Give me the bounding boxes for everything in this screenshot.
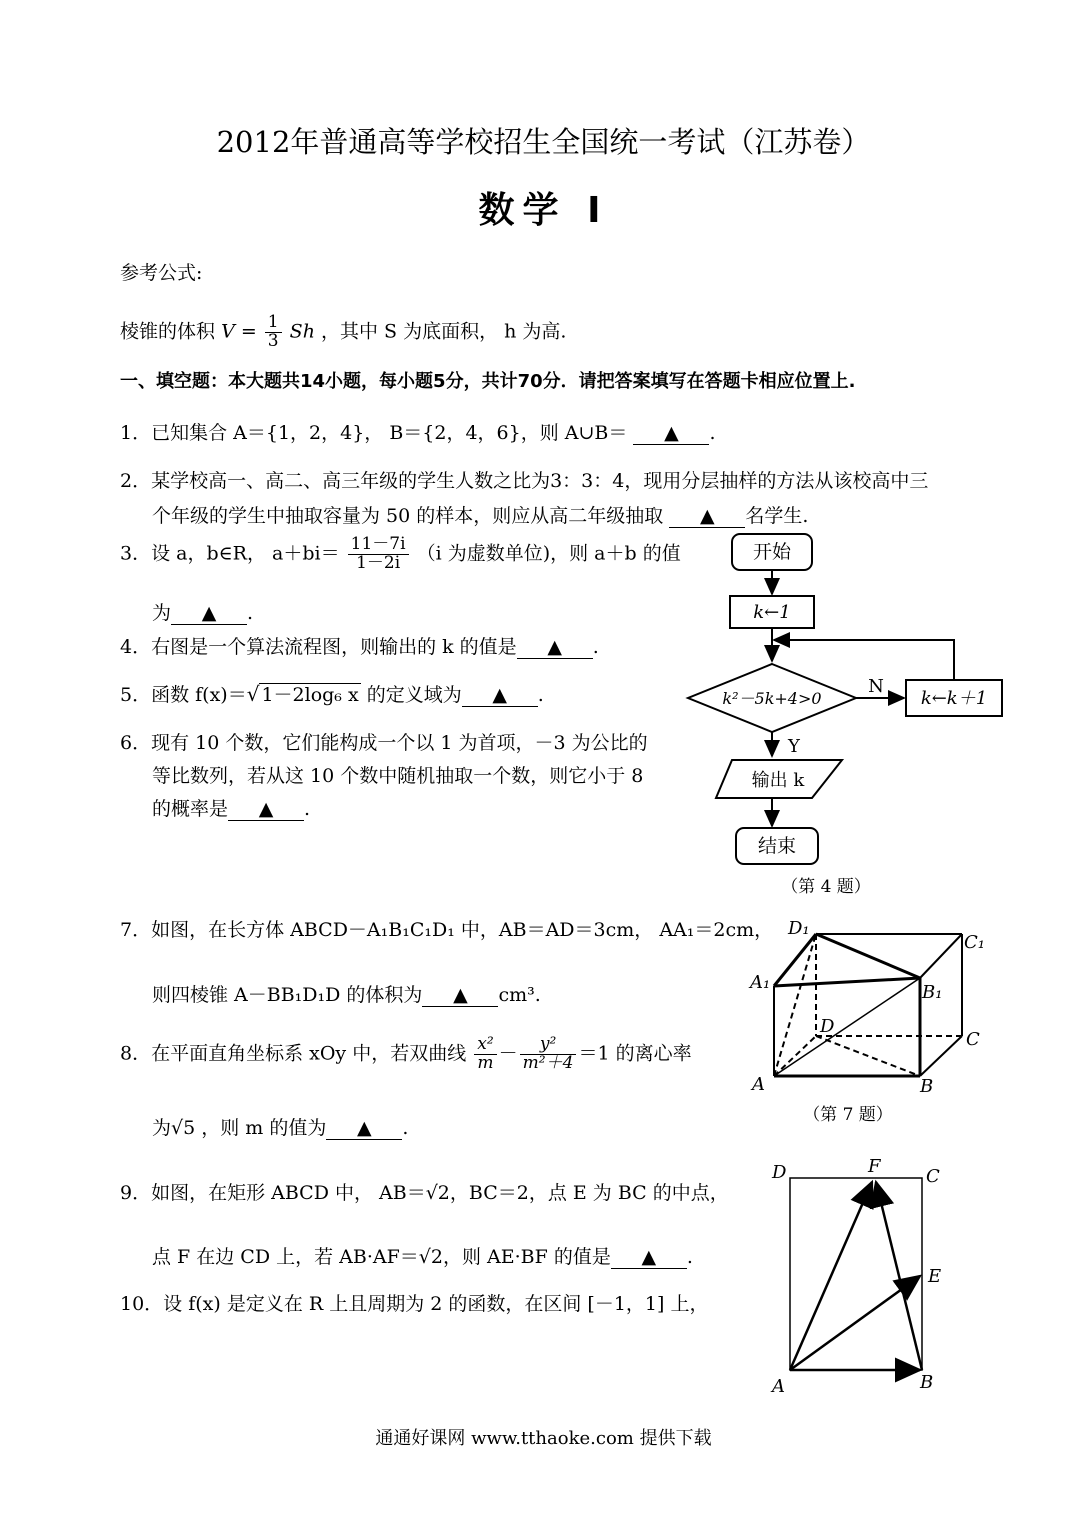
q6-line1: 6．现有 10 个数，它们能构成一个以 1 为首项，－3 为公比的: [120, 732, 648, 754]
exam-subtitle: 数学 Ⅰ: [478, 190, 609, 231]
q1-answer-blank: ▲: [633, 422, 709, 445]
q7-line2: 则四棱锥 A－BB₁D₁D 的体积为: [152, 984, 423, 1006]
flowchart-diagram: [680, 528, 1010, 900]
label-D: D: [820, 1016, 835, 1037]
q3-post: （i 为虚数单位)，则 a＋b 的值: [416, 542, 681, 565]
q7-line1: 7．如图，在长方体 ABCD－A₁B₁C₁D₁ 中，AB＝AD＝3cm， AA₁＝2cm，: [120, 919, 774, 941]
q8-den1: m: [477, 1052, 494, 1073]
q5-answer-blank: ▲: [462, 684, 538, 707]
label-B: B: [920, 1076, 934, 1097]
cuboid-caption: （第 7 题）: [803, 1105, 893, 1125]
q2-answer-blank: ▲: [669, 505, 745, 528]
q9-answer-blank: ▲: [611, 1246, 687, 1269]
q8-answer-blank: ▲: [326, 1117, 402, 1140]
rectangle-abcd: [790, 1178, 922, 1370]
rect-label-B: B: [920, 1372, 934, 1393]
flow-end-label: 结束: [757, 835, 797, 857]
q5-pre: 5．函数 f(x)＝: [120, 684, 247, 706]
flow-no-label: N: [868, 676, 884, 697]
question-3-line2: [152, 598, 253, 625]
question-7-line2: [152, 980, 541, 1007]
flow-condition-label: k²－5k+4>0: [722, 689, 822, 708]
q7-answer-blank: ▲: [422, 984, 498, 1007]
rect-label-F: F: [868, 1158, 881, 1177]
q3-line2: 为: [152, 602, 172, 624]
q6-line2: 等比数列，若从这 10 个数中随机抽取一个数，则它小于 8: [152, 765, 644, 787]
q2-tail: 名学生.: [745, 505, 809, 527]
label-A1: A₁: [750, 972, 771, 993]
q10-text: 10．设 f(x) 是定义在 R 上且周期为 2 的函数，在区间 [－1，1] 上，: [120, 1293, 709, 1315]
q3-pre: 3．设 a，b∈R， a＋bi＝: [120, 542, 340, 565]
formula-num: 1: [265, 314, 282, 333]
rect-label-C: C: [926, 1166, 940, 1187]
rectangle-diagram: [764, 1158, 954, 1398]
q2-line2: 个年级的学生中抽取容量为 50 的样本，则应从高二年级抽取: [152, 505, 664, 527]
question-8-line2: [152, 1113, 408, 1140]
question-6-line3: [152, 794, 310, 821]
q3-answer-blank: ▲: [171, 602, 247, 625]
q8-den2: m²＋4: [522, 1052, 574, 1073]
q9-line1: 9．如图，在矩形 ABCD 中， AB＝√2，BC＝2，点 E 为 BC 的中点，: [120, 1182, 729, 1204]
question-5: 5．函数 f(x)＝√ 1－2log₆ x 的定义域为 ▲ .: [120, 682, 544, 706]
label-B1: B₁: [922, 982, 943, 1003]
q5-post: 的定义域为: [360, 684, 462, 706]
cuboid-diagram: [744, 908, 994, 1130]
flow-start-label: 开始: [752, 541, 792, 563]
flow-update-label: k←k＋1: [920, 688, 988, 709]
rect-label-D: D: [772, 1162, 787, 1183]
formula-fraction: [265, 314, 282, 351]
q7-tail: cm³.: [498, 984, 541, 1006]
q6-answer-blank: ▲: [228, 798, 304, 821]
section-heading: 一、填空题：本大题共14小题，每小题5分，共计70分．请把答案填写在答题卡相应位置上.: [120, 371, 856, 392]
q5-radicand: 1－2log₆ x: [261, 684, 359, 706]
label-C1: C₁: [964, 932, 985, 953]
formula-prefix: 棱锥的体积: [120, 320, 216, 343]
question-8: [120, 1036, 692, 1073]
q8-post: ＝1 的离心率: [578, 1042, 692, 1065]
q6-line3: 的概率是: [152, 798, 229, 820]
q6-tail: .: [304, 798, 311, 820]
reference-label: 参考公式:: [120, 262, 203, 284]
q8-num1: x²: [474, 1036, 496, 1055]
q8-pre: 8．在平面直角坐标系 xOy 中，若双曲线: [120, 1042, 467, 1065]
question-9-line2: [152, 1242, 693, 1269]
q4-tail: .: [592, 636, 599, 658]
formula-den: 3: [267, 330, 279, 351]
q8-tail: .: [402, 1117, 409, 1139]
rect-label-A: A: [772, 1376, 785, 1397]
q8-line2: 为√5 ，则 m 的值为: [152, 1117, 327, 1139]
question-4: [120, 632, 599, 659]
q8-num2: y²: [520, 1036, 577, 1055]
label-A: A: [752, 1074, 765, 1095]
flowchart-caption: （第 4 题）: [781, 877, 871, 897]
q3-den: 1－2i: [356, 552, 401, 573]
q5-tail: .: [537, 684, 544, 706]
q9-tail: .: [686, 1246, 693, 1268]
question-1: [120, 418, 715, 445]
flow-yes-label: Y: [788, 736, 800, 757]
q8-minus: －: [498, 1042, 518, 1065]
q8-fraction-2: [520, 1036, 577, 1073]
label-C: C: [966, 1029, 980, 1050]
q9-line2: 点 F 在边 CD 上，若 AB·AF＝√2，则 AE·BF 的值是: [152, 1246, 611, 1268]
reference-formula: [120, 314, 566, 351]
formula-suffix: ，其中 S 为底面积， h 为高.: [320, 320, 567, 343]
q4-text: 4．右图是一个算法流程图，则输出的 k 的值是: [120, 636, 517, 658]
label-D1: D₁: [788, 918, 810, 939]
q2-line1: 2．某学校高一、高二、高三年级的学生人数之比为3：3：4，现用分层抽样的方法从该校高中三: [120, 470, 929, 492]
flow-output-label: 输出 k: [751, 770, 805, 791]
q8-fraction-1: [474, 1036, 496, 1073]
question-3: [120, 536, 681, 573]
question-2-line2: [152, 501, 808, 528]
flow-init-label: k←1: [753, 602, 791, 623]
q3-tail: .: [247, 602, 254, 624]
rect-label-E: E: [928, 1266, 942, 1287]
q3-fraction: [348, 536, 409, 573]
q3-num: 11－7i: [348, 536, 409, 555]
q1-text: 1．已知集合 A＝{1，2，4}， B＝{2，4，6}，则 A∪B＝: [120, 422, 628, 444]
formula-rhs: Sh: [289, 320, 315, 343]
exam-title: 2012年普通高等学校招生全国统一考试（江苏卷）: [216, 125, 871, 159]
q4-answer-blank: ▲: [517, 636, 593, 659]
formula-lhs: V =: [221, 320, 257, 343]
page-footer: 通通好课网 www.tthaoke.com 提供下载: [375, 1428, 712, 1449]
q1-tail: .: [709, 422, 716, 444]
